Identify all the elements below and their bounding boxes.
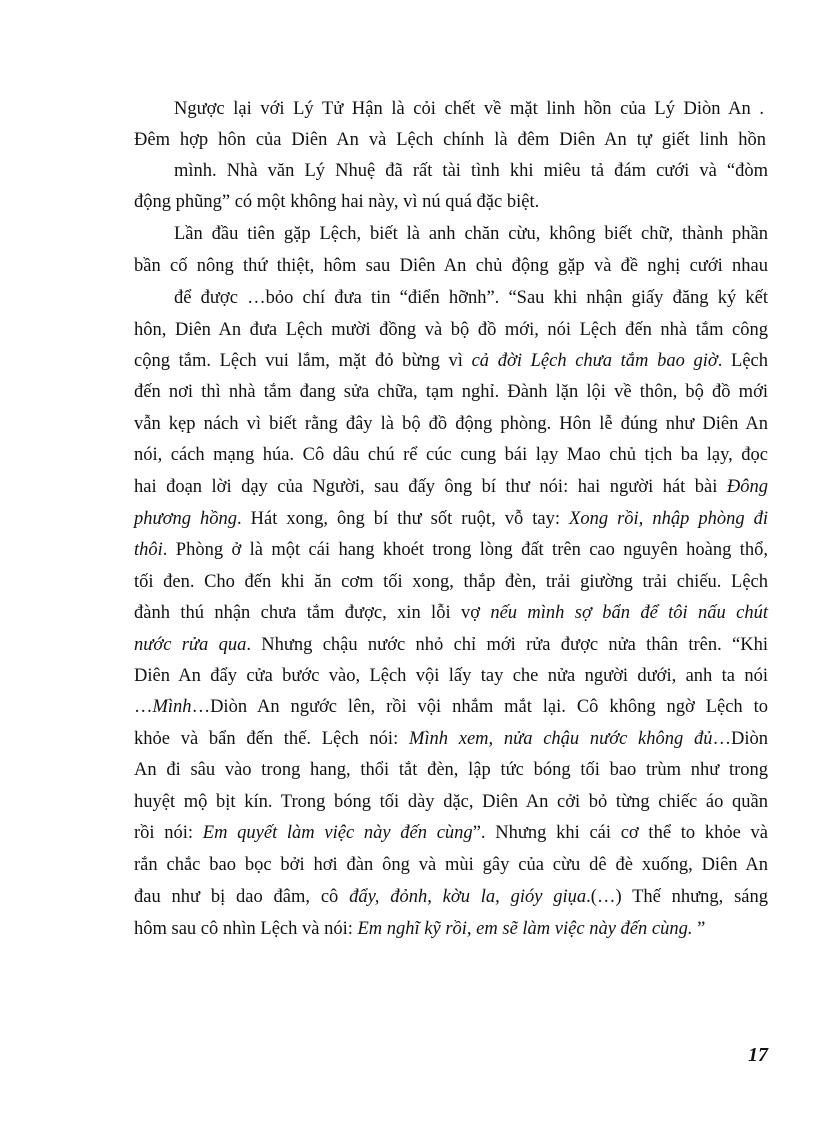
text-line — [134, 412, 768, 436]
text-run: .(…) Thế nhưng, sáng — [586, 887, 769, 907]
text-run: đành thú nhận chưa tắm được, xin lỗi vợ — [134, 603, 491, 623]
text-run: … — [134, 697, 153, 717]
text-run: hai đoạn lời dạy của Người, sau đấy ông bí thư nói: hai người hát bài — [134, 477, 727, 497]
italic-text: nước rửa qua — [134, 635, 247, 655]
text-run: Ngược lại với Lý Tử Hận là cỏi chết về mặt linh hồn của Lý Diòn An . — [174, 99, 764, 119]
text-run: nói, cách mạng húa. Cô dâu chú rể cúc cung bái lạy Mao chủ tịch ba lạy, đọc — [134, 445, 768, 465]
text-line — [134, 570, 768, 594]
italic-text: nếu mình sợ bẩn để tôi nấu chút — [490, 603, 768, 623]
text-run: . Lệch — [717, 351, 768, 371]
text-line — [134, 475, 768, 499]
text-line — [134, 885, 768, 909]
text-run: ” — [692, 919, 706, 939]
italic-text: thôi — [134, 540, 163, 560]
italic-text: Mình — [152, 697, 192, 717]
text-line — [174, 222, 768, 246]
text-line — [134, 821, 768, 845]
italic-text: Xong rồi, nhập phòng đi — [569, 509, 769, 529]
text-run: bần cố nông thứ thiệt, hôm sau Diên An chủ động gặp và đề nghị cưới nhau — [134, 256, 768, 276]
text-line — [134, 349, 768, 373]
text-line — [134, 633, 768, 657]
text-run: tối đen. Cho đến khi ăn cơm tối xong, thắp đèn, trải giường trải chiếu. Lệch — [134, 572, 768, 592]
text-line — [134, 190, 614, 214]
italic-text: Đông — [726, 477, 768, 497]
text-run: Đêm hợp hôn của Diên An và Lệch chính là đêm Diên An tự giết linh hồn — [134, 130, 766, 150]
text-line — [134, 758, 768, 782]
text-run: rắn chắc bao bọc bởi hơi đàn ông và mùi gây của cừu dê đè xuống, Diên An — [134, 855, 768, 875]
italic-text: phương hồng — [134, 509, 237, 529]
text-run: đau như bị dao đâm, cô — [134, 887, 350, 907]
text-line — [134, 538, 768, 562]
text-line — [134, 380, 768, 404]
italic-text: Em nghĩ kỹ rồi, em sẽ làm việc này đến cùng. — [357, 919, 693, 939]
page-number: 17 — [748, 1044, 768, 1066]
text-run: vẫn kẹp nách vì biết rằng đây là bộ đồ động phòng. Hôn lễ đúng như Diên An — [134, 414, 768, 434]
italic-text: Em quyết làm việc này đến cùng — [202, 823, 473, 843]
text-run: rồi nói: — [134, 823, 203, 843]
text-run: đến nơi thì nhà tắm đang sửa chữa, tạm nghỉ. Đành lặn lội về thôn, bộ đồ mới — [134, 382, 768, 402]
text-run: cộng tắm. Lệch vui lắm, mặt đỏ bừng vì — [134, 351, 472, 371]
italic-text: cả đời Lệch chưa tắm bao giờ — [471, 351, 718, 371]
text-run: hôm sau cô nhìn Lệch và nói: — [134, 919, 358, 939]
text-run: . Phòng ở là một cái hang khoét trong lòng đất trên cao nguyên hoàng thổ, — [162, 540, 768, 560]
text-run: …Diòn — [712, 729, 768, 749]
text-line — [134, 664, 768, 688]
text-run: . Hát xong, ông bí thư sốt ruột, vỗ tay: — [237, 509, 570, 529]
italic-text: Mình xem, nửa chậu nước không đủ — [408, 729, 713, 749]
text-line — [134, 601, 768, 625]
text-line — [134, 727, 768, 751]
text-run: khỏe và bẩn đến thế. Lệch nói: — [134, 729, 409, 749]
text-line — [134, 254, 768, 278]
text-run: động phũng” có một không hai này, vì nú quá đặc biệt. — [134, 192, 540, 212]
text-line — [174, 97, 764, 121]
text-run: mình. Nhà văn Lý Nhuệ đã rất tài tình khi miêu tả đám cưới và “đòm — [174, 161, 768, 181]
text-run: hôn, Diên An đưa Lệch mười đồng và bộ đồ mới, nói Lệch đến nhà tắm công — [134, 320, 768, 340]
text-run: Lần đầu tiên gặp Lệch, biết là anh chăn cừu, không biết chữ, thành phần — [174, 224, 768, 244]
text-run: ”. Nhưng khi cái cơ thể to khỏe và — [472, 823, 768, 843]
text-line — [134, 128, 766, 152]
text-run: …Diòn An ngước lên, rồi vội nhắm mắt lại. Cô không ngờ Lệch to — [191, 697, 768, 717]
text-line — [134, 507, 768, 531]
text-line — [134, 853, 768, 877]
text-run: để được …bỏo chí đưa tin “điển hỡnh”. “Sau khi nhận giấy đăng ký kết — [174, 288, 768, 308]
text-line — [134, 318, 768, 342]
text-line — [134, 443, 768, 467]
italic-text: đẩy, đỏnh, kờu la, gióy giụa — [349, 887, 587, 907]
text-run: . Nhưng chậu nước nhỏ chỉ mới rửa được nửa thân trên. “Khi — [246, 635, 768, 655]
text-line — [134, 695, 768, 719]
text-run: Diên An đẩy cửa bước vào, Lệch vội lấy tay che nửa người dưới, anh ta nói — [134, 666, 768, 686]
text-line — [174, 286, 768, 310]
text-line — [134, 917, 754, 941]
text-line — [174, 159, 768, 183]
text-line — [134, 790, 768, 814]
text-run: huyệt mộ bịt kín. Trong bóng tối dày dặc, Diên An cởi bỏ từng chiếc áo quần — [134, 792, 768, 812]
text-run: An đi sâu vào trong hang, thổi tắt đèn, lập tức bóng tối bao trùm như trong — [134, 760, 768, 780]
